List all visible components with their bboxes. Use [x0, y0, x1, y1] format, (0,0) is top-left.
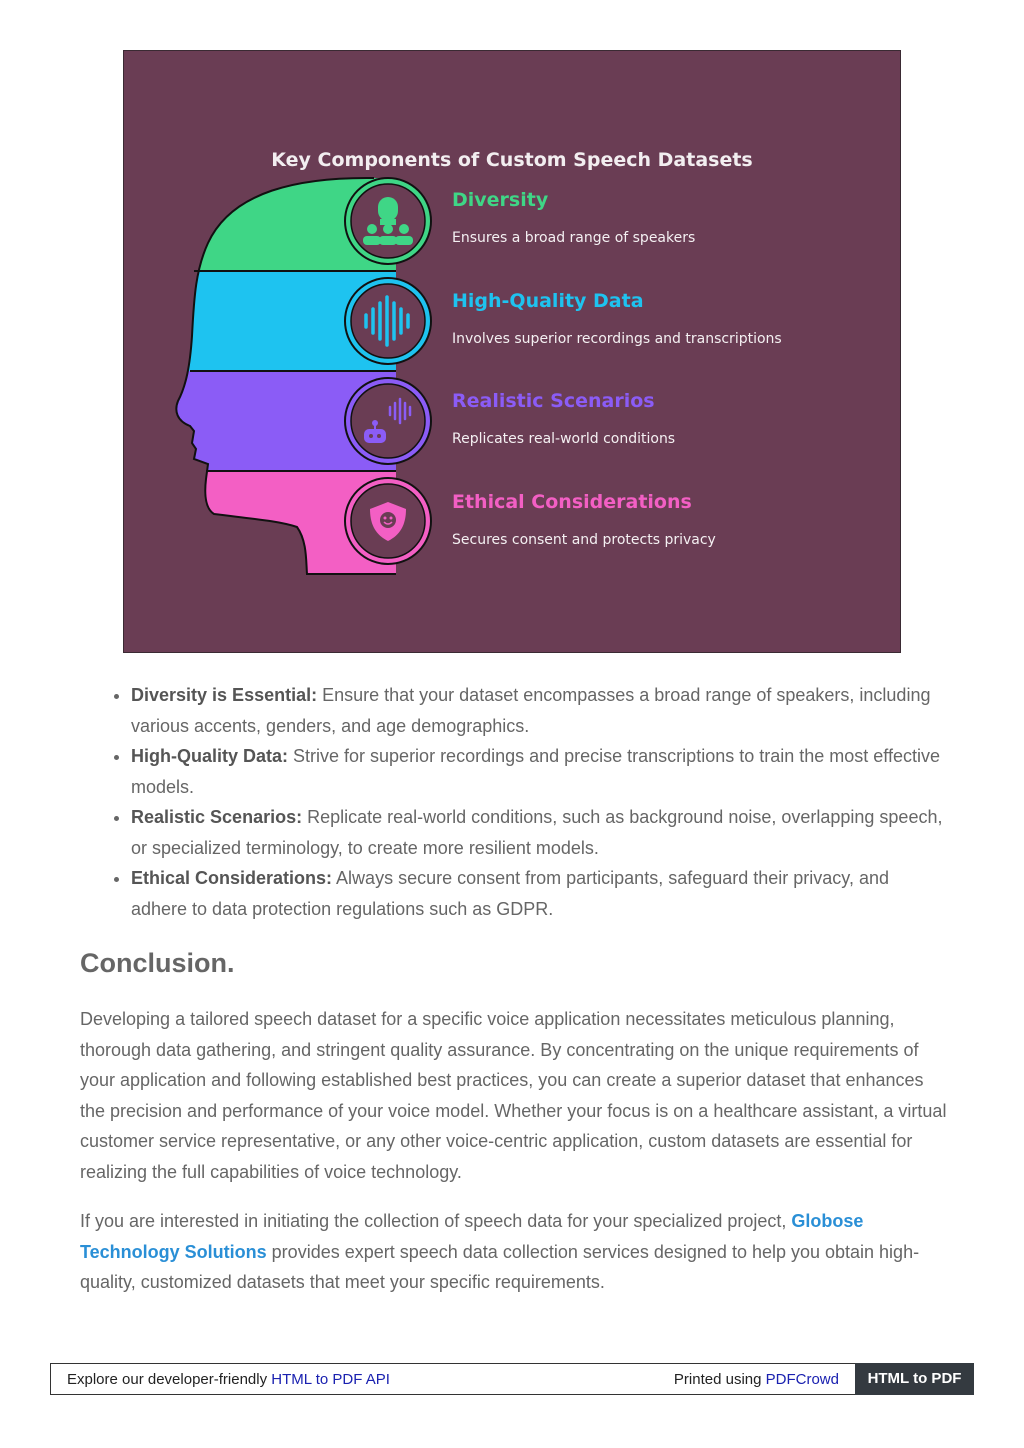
component-desc-ethical: Secures consent and protects privacy — [452, 532, 716, 548]
section-heading: Conclusion. — [80, 948, 235, 978]
bullet-label: Diversity is Essential: — [131, 685, 318, 705]
bullet-text: Strive for superior recordings and precise transcriptions to train the most effective models. — [131, 746, 940, 797]
bullet-text: Replicate real-world conditions, such as background noise, overlapping speech, or specialized terminology, to create more resilient models. — [131, 807, 943, 858]
globose-link[interactable]: Globose Technology Solutions — [80, 1211, 864, 1262]
component-desc-high-quality: Involves superior recordings and transcriptions — [452, 331, 782, 347]
people-icon — [345, 178, 431, 264]
sound-wave-icon — [345, 278, 431, 364]
robot-speaking-icon — [345, 378, 431, 464]
footer-left — [67, 1371, 390, 1388]
html-to-pdf-button[interactable]: HTML to PDF — [855, 1363, 974, 1395]
component-title-diversity: Diversity — [452, 189, 549, 211]
cta-text-after: provides expert speech data collection services designed to help you obtain high-quality, customized datasets that meet your specific requirements. — [80, 1241, 920, 1292]
bullet-list — [80, 680, 944, 924]
component-desc-realistic: Replicates real-world conditions — [452, 431, 676, 447]
shield-face-icon — [345, 478, 431, 564]
cta-text-before: If you are interested in initiating the collection of speech data for your specialized project, — [80, 1211, 792, 1231]
bullet-label: High-Quality Data: — [131, 746, 289, 766]
cta-paragraph — [80, 1206, 948, 1298]
bullet-label: Realistic Scenarios: — [131, 807, 303, 827]
list-item — [131, 863, 944, 924]
list-item — [131, 680, 944, 741]
head-illustration — [124, 51, 902, 654]
infographic-figure — [123, 50, 901, 653]
footer-mid-text: Printed using — [673, 1371, 766, 1388]
pdfcrowd-link[interactable]: PDFCrowd — [765, 1371, 839, 1388]
bullet-text: Always secure consent from participants, safeguard their privacy, and adhere to data protection regulations such as GDPR. — [131, 868, 889, 919]
footer-mid — [674, 1371, 839, 1388]
list-item — [131, 741, 944, 802]
component-desc-diversity: Ensures a broad range of speakers — [452, 230, 696, 246]
html-to-pdf-api-link[interactable]: HTML to PDF API — [271, 1371, 390, 1388]
pdfcrowd-footer — [50, 1363, 974, 1395]
component-title-realistic: Realistic Scenarios — [452, 390, 655, 412]
bullet-text: Ensure that your dataset encompasses a broad range of speakers, including various accents, genders, and age demographics. — [131, 685, 931, 736]
conclusion-paragraph: Developing a tailored speech dataset for a specific voice application necessitates meticulous planning, thorough data gathering, and stringent quality assurance. By concentrating on the unique requirements of your application and following established best practices, you can create a superior dataset that enhances the precision and performance of your voice model. Whether your focus is on a healthcare assistant, a virtual customer service representative, or any other voice-centric application, custom datasets are essential for realizing the full capabilities of voice technology. — [80, 1009, 947, 1182]
list-item — [131, 802, 944, 863]
bullet-label: Ethical Considerations: — [131, 868, 333, 888]
footer-left-text: Explore our developer-friendly — [67, 1371, 272, 1388]
component-title-high-quality: High-Quality Data — [452, 290, 644, 312]
component-title-ethical: Ethical Considerations — [452, 491, 692, 513]
figure-title: Key Components of Custom Speech Datasets — [271, 149, 753, 171]
